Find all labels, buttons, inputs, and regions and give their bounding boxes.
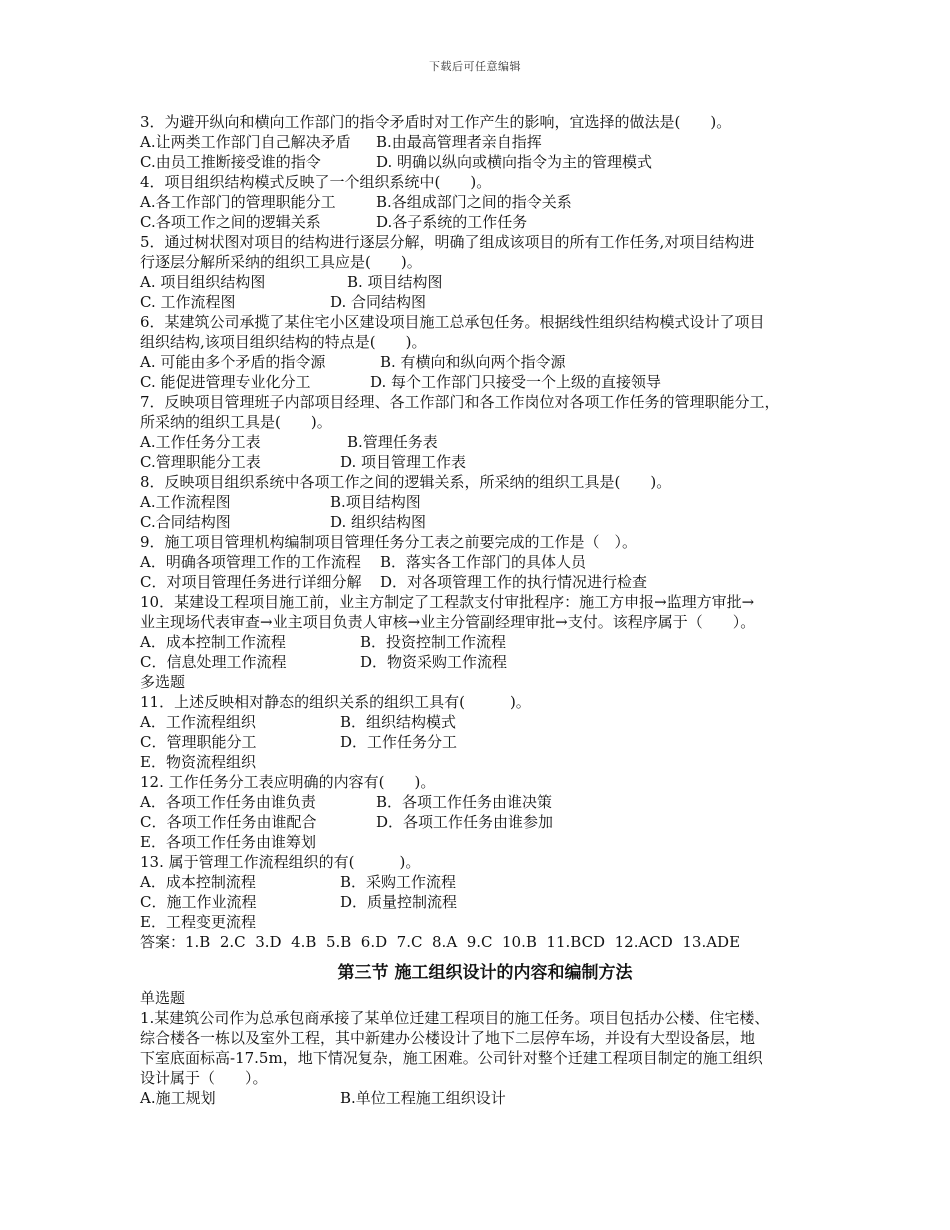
- question-3-options-ab: [140, 132, 830, 152]
- header-note: 下载后可任意编辑: [429, 60, 521, 73]
- question-6-stem-line1: 6．某建筑公司承揽了某住宅小区建设项目施工总承包任务。根据线性组织结构模式设计了项目: [140, 313, 765, 331]
- question-5-option-d: D. 合同结构图: [330, 293, 427, 311]
- question-3-option-d: D. 明确以纵向或横向指令为主的管理模式: [376, 153, 653, 171]
- question-12-option-b: B．各项工作任务由谁决策: [376, 793, 553, 811]
- s3-question-1-stem-line1: 1.某建筑公司作为总承包商承接了某单位迁建工程项目的施工任务。项目包括办公楼、住宅楼、: [140, 1009, 770, 1027]
- question-11-options-cd: [140, 732, 830, 752]
- question-11-option-c: C．管理职能分工: [140, 733, 257, 751]
- question-5-option-a: A. 项目组织结构图: [140, 273, 266, 291]
- question-3-option-a: A.让两类工作部门自己解决矛盾: [140, 133, 351, 151]
- question-3-stem: 3．为避开纵向和横向工作部门的指令矛盾时对工作产生的影响，宜选择的做法是( )。: [140, 113, 732, 131]
- question-9-stem: 9．施工项目管理机构编制项目管理任务分工表之前要完成的工作是（ ）。: [140, 533, 638, 551]
- s3-question-1-option-a: A.施工规划: [140, 1089, 216, 1107]
- question-13-option-d: D．质量控制流程: [340, 893, 458, 911]
- question-7-options-ab: [140, 432, 830, 452]
- question-10-options-cd: [140, 652, 830, 672]
- question-4-options-ab: [140, 192, 830, 212]
- question-9-options-cd: [140, 572, 830, 592]
- question-4-option-a: A.各工作部门的管理职能分工: [140, 193, 336, 211]
- multi-choice-label: 多选题: [140, 673, 186, 691]
- question-10-option-d: D．物资采购工作流程: [360, 653, 508, 671]
- question-7-options-cd: [140, 452, 830, 472]
- question-13-option-c: C．施工作业流程: [140, 893, 257, 911]
- question-10-stem-line1: 10．某建设工程项目施工前，业主方制定了工程款支付审批程序：施工方申报→监理方审批→: [140, 593, 755, 611]
- question-4-options-cd: [140, 212, 830, 232]
- question-11-options-ab: [140, 712, 830, 732]
- question-9-options-ab: [140, 552, 830, 572]
- question-7-stem-line2: 所采纳的组织工具是( )。: [140, 413, 332, 431]
- question-8-stem: 8．反映项目组织系统中各项工作之间的逻辑关系，所采纳的组织工具是( )。: [140, 473, 672, 491]
- question-11-option-b: B．组织结构模式: [340, 713, 457, 731]
- question-13-option-a: A．成本控制流程: [140, 873, 256, 891]
- question-9-option-a: A．明确各项管理工作的工作流程: [140, 553, 361, 571]
- question-5-options-ab: [140, 272, 830, 292]
- question-6-option-a: A. 可能由多个矛盾的指令源: [140, 353, 326, 371]
- question-13-options-cd: [140, 892, 830, 912]
- question-6-options-ab: [140, 352, 830, 372]
- question-9-option-d: D．对各项管理工作的执行情况进行检查: [380, 573, 648, 591]
- question-6-option-d: D. 每个工作部门只接受一个上级的直接领导: [370, 373, 662, 391]
- question-11-option-a: A．工作流程组织: [140, 713, 256, 731]
- question-7-option-d: D. 项目管理工作表: [340, 453, 467, 471]
- question-5-stem-line2: 行逐层分解所采纳的组织工具应是( )。: [140, 253, 422, 271]
- question-12-option-a: A．各项工作任务由谁负责: [140, 793, 316, 811]
- question-13-stem: 13. 属于管理工作流程组织的有( )。: [140, 853, 421, 871]
- question-11-option-d: D．工作任务分工: [340, 733, 458, 751]
- question-12-stem: 12. 工作任务分工表应明确的内容有( )。: [140, 773, 436, 791]
- question-3-option-b: B.由最高管理者亲自指挥: [376, 133, 542, 151]
- question-7-stem-line1: 7．反映项目管理班子内部项目经理、各工作部门和各工作岗位对各项工作任务的管理职能分工，: [140, 393, 780, 411]
- question-13-options-ab: [140, 872, 830, 892]
- s3-question-1-stem-line3: 下室底面标高-17.5m，地下情况复杂，施工困难。公司针对整个迁建工程项目制定的施工组织: [140, 1049, 763, 1067]
- question-12-option-d: D．各项工作任务由谁参加: [376, 813, 554, 831]
- question-10-option-b: B．投资控制工作流程: [360, 633, 507, 651]
- question-4-option-b: B.各组成部门之间的指令关系: [376, 193, 572, 211]
- question-5-stem-line1: 5．通过树状图对项目的结构进行逐层分解，明确了组成该项目的所有工作任务,对项目结构进: [140, 233, 755, 251]
- question-4-option-d: D.各子系统的工作任务: [376, 213, 528, 231]
- question-12-option-c: C．各项工作任务由谁配合: [140, 813, 317, 831]
- question-10-option-c: C．信息处理工作流程: [140, 653, 287, 671]
- question-3-option-c: C.由员工推断接受谁的指令: [140, 153, 321, 171]
- s3-question-1-option-b: B.单位工程施工组织设计: [340, 1089, 506, 1107]
- question-11-stem: 11．上述反映相对静态的组织关系的组织工具有( )。: [140, 693, 531, 711]
- question-6-option-c: C. 能促进管理专业化分工: [140, 373, 311, 391]
- question-8-option-b: B.项目结构图: [330, 493, 421, 511]
- question-4-option-c: C.各项工作之间的逻辑关系: [140, 213, 321, 231]
- question-10-options-ab: [140, 632, 830, 652]
- s3-question-1-stem-line4: 设计属于（ ）。: [140, 1069, 268, 1087]
- question-7-option-b: B.管理任务表: [347, 433, 438, 451]
- single-choice-label: 单选题: [140, 989, 186, 1007]
- question-12-options-cd: [140, 812, 830, 832]
- question-8-option-a: A.工作流程图: [140, 493, 231, 511]
- s3-question-1-options-ab: [140, 1088, 830, 1108]
- question-8-options-cd: [140, 512, 830, 532]
- question-13-option-e: E．工程变更流程: [140, 913, 256, 931]
- question-6-stem-line2: 组织结构,该项目组织结构的特点是( )。: [140, 333, 427, 351]
- question-9-option-b: B．落实各工作部门的具体人员: [380, 553, 587, 571]
- question-3-options-cd: [140, 152, 830, 172]
- s3-question-1-stem-line2: 综合楼各一栋以及室外工程，其中新建办公楼设计了地下二层停车场，并设有大型设备层，地: [140, 1029, 756, 1047]
- question-11-option-e: E．物资流程组织: [140, 753, 256, 771]
- question-7-option-c: C.管理职能分工表: [140, 453, 261, 471]
- question-8-options-ab: [140, 492, 830, 512]
- question-12-option-e: E．各项工作任务由谁筹划: [140, 833, 316, 851]
- question-5-option-b: B. 项目结构图: [347, 273, 443, 291]
- question-12-options-ab: [140, 792, 830, 812]
- question-6-options-cd: [140, 372, 830, 392]
- question-9-option-c: C．对项目管理任务进行详细分解: [140, 573, 362, 591]
- question-10-stem-line2: 业主现场代表审查→业主项目负责人审核→业主分管副经理审批→支付。该程序属于（ ）。: [140, 613, 756, 631]
- question-8-option-c: C.合同结构图: [140, 513, 231, 531]
- question-4-stem: 4．项目组织结构模式反映了一个组织系统中( )。: [140, 173, 492, 191]
- section-3-title: 第三节 施工组织设计的内容和编制方法: [337, 963, 633, 983]
- answer-key: 答案：1.B 2.C 3.D 4.B 5.B 6.D 7.C 8.A 9.C 10.B 11.BCD 12.ACD 13.ADE: [140, 933, 741, 951]
- question-7-option-a: A.工作任务分工表: [140, 433, 261, 451]
- question-8-option-d: D. 组织结构图: [330, 513, 427, 531]
- document-body: [140, 112, 830, 1108]
- question-5-option-c: C. 工作流程图: [140, 293, 236, 311]
- question-6-option-b: B. 有横向和纵向两个指令源: [380, 353, 566, 371]
- question-13-option-b: B．采购工作流程: [340, 873, 457, 891]
- question-10-option-a: A．成本控制工作流程: [140, 633, 286, 651]
- question-5-options-cd: [140, 292, 830, 312]
